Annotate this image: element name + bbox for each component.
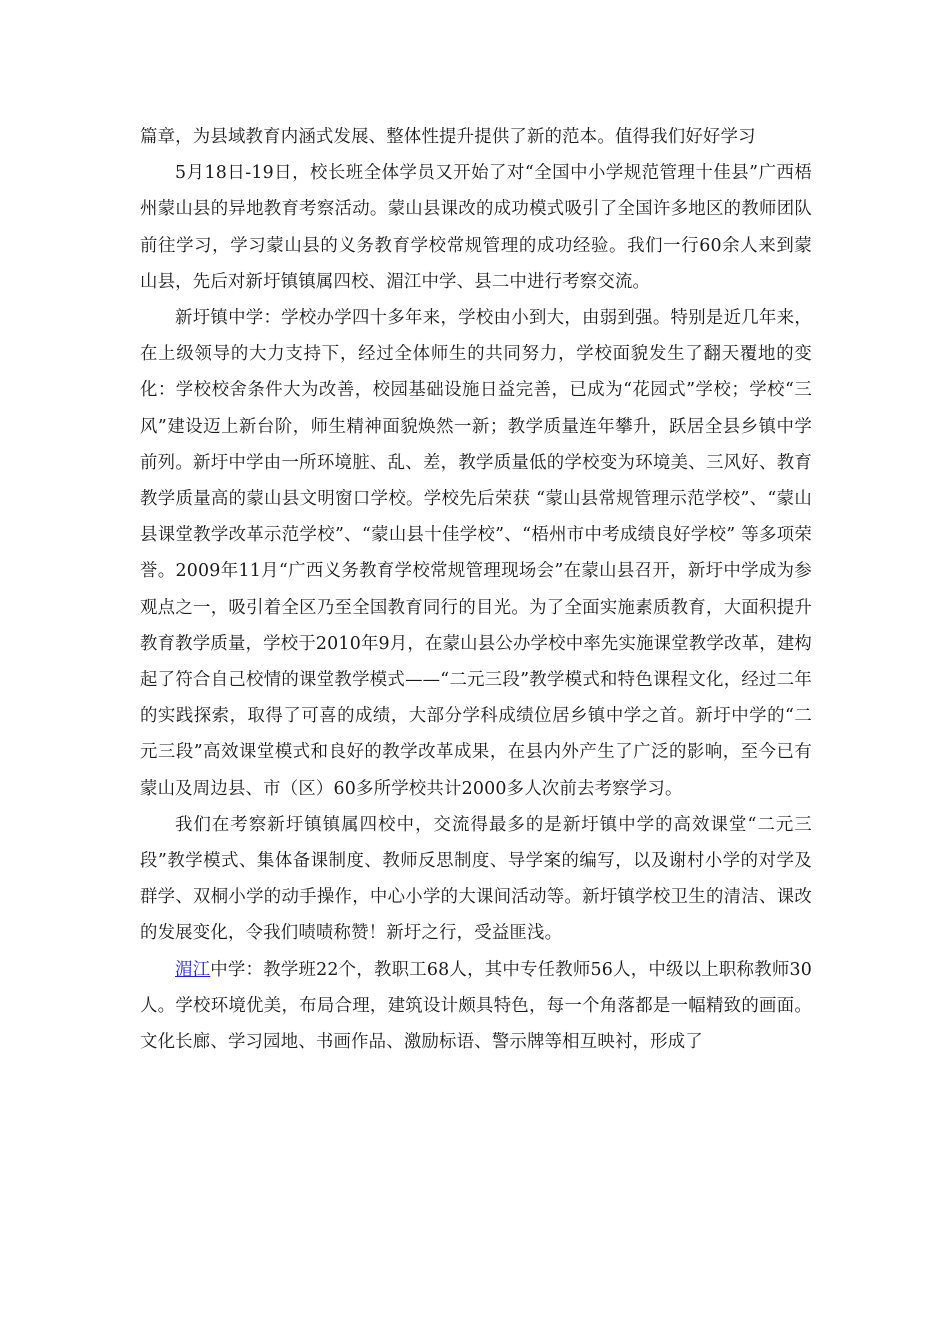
document-body xyxy=(140,119,812,1060)
paragraph-xinxu-middle-school: 新圩镇中学：学校办学四十多年来，学校由小到大，由弱到强。特别是近几年来，在上级领导的大力支持下，经过全体师生的共同努力，学校面貌发生了翻天覆地的变化：学校校舍条件大为改善，校园基础设施日益完善，已成为“花园式”学校；学校“三风”建设迈上新台阶，师生精神面貌焕然一新；教学质量连年攀升，跃居全县乡镇中学前列。新圩中学由一所环境脏、乱、差，教学质量低的学校变为环境美、三风好、教育教学质量高的蒙山县文明窗口学校。学校先后荣获 “蒙山县常规管理示范学校”、“蒙山县课堂教学改革示范学校”、“蒙山县十佳学校”、“梧州市中考成绩良好学校” 等多项荣誉。2009年11月“广西义务教育学校常规管理现场会”在蒙山县召开，新圩中学成为参观点之一，吸引着全区乃至全国教育同行的目光。为了全面实施素质教育，大面积提升教育教学质量，学校于2010年9月，在蒙山县公办学校中率先实施课堂教学改革，建构起了符合自己校情的课堂教学模式——“二元三段”教学模式和特色课程文化，经过二年的实践探索，取得了可喜的成绩，大部分学科成绩位居乡镇中学之首。新圩中学的“二元三段”高效课堂模式和良好的教学改革成果，在县内外产生了广泛的影响，至今已有蒙山及周边县、市（区）60多所学校共计2000多人次前去考察学习。 xyxy=(140,308,812,799)
meijiang-link[interactable]: 湄江 xyxy=(175,959,211,980)
paragraph-continuation: 篇章，为县域教育内涵式发展、整体性提升提供了新的范本。值得我们好好学习 xyxy=(140,127,756,147)
paragraph-meijiang-text: 中学：教学班22个，教职工68人，其中专任教师56人，中级以上职称教师30人。学校环境优美，布局合理，建筑设计颇具特色，每一个角落都是一幅精致的画面。文化长廊、学习园地、书画作品、激励标语、警示牌等相互映衬，形成了 xyxy=(140,959,812,1053)
paragraph-mengshan-visit: 5月18日-19日，校长班全体学员又开始了对“全国中小学规范管理十佳县”广西梧州蒙山县的异地教育考察活动。蒙山县课改的成功模式吸引了全国许多地区的教师团队前往学习，学习蒙山县的义务教育学校常规管理的成功经验。我们一行60余人来到蒙山县，先后对新圩镇镇属四校、湄江中学、县二中进行考察交流。 xyxy=(140,163,812,292)
paragraph-meijiang-middle-school xyxy=(140,952,812,1061)
paragraph-four-schools-exchange: 我们在考察新圩镇镇属四校中，交流得最多的是新圩镇中学的高效课堂“二元三段”教学模式、集体备课制度、教师反思制度、导学案的编写，以及谢村小学的对学及群学、双桐小学的动手操作，中心小学的大课间活动等。新圩镇学校卫生的清洁、课改的发展变化，令我们啧啧称赞！新圩之行，受益匪浅。 xyxy=(140,814,812,944)
